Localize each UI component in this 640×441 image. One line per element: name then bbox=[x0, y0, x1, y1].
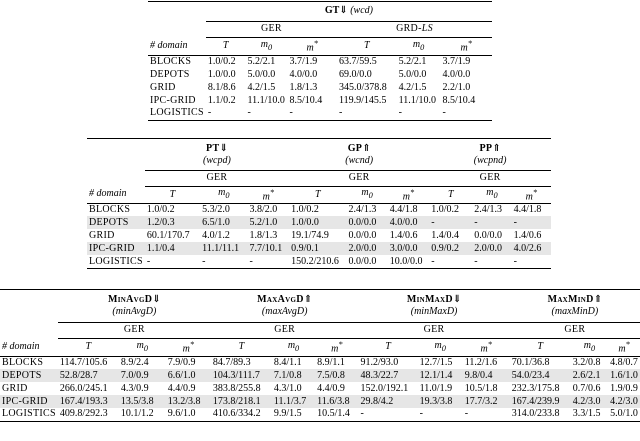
t2-value-cell: - bbox=[474, 255, 478, 267]
t3-value-cell: 11.2/1.6 bbox=[464, 356, 498, 368]
t2-title--wcpd-: PT⇓ (wcpd) bbox=[145, 140, 289, 170]
t1-value-cell: 119.9/145.5 bbox=[338, 94, 387, 106]
t3-value-cell: 13.5/3.8 bbox=[120, 395, 154, 407]
t1-value-cell: 5.2/2.1 bbox=[398, 55, 427, 67]
t3-value-cell: 232.3/175.8 bbox=[511, 382, 560, 394]
t2-row-logistics bbox=[87, 255, 551, 268]
t2-value-cell: 7.7/10.1 bbox=[249, 242, 283, 254]
t3-group-ger: GER bbox=[510, 322, 640, 338]
t3-domain-cell: BLOCKS bbox=[2, 356, 44, 368]
t1-value-cell: 5.2/2.1 bbox=[247, 55, 276, 67]
t3-value-cell: 5.0/1.0 bbox=[610, 408, 638, 420]
t3-value-cell: - bbox=[419, 408, 423, 420]
t2-value-cell: 0.0/0.0 bbox=[348, 229, 377, 241]
t3-col-t: T bbox=[385, 341, 391, 352]
t3-value-cell: 8.4/1.1 bbox=[273, 356, 302, 368]
t2-col-t: T bbox=[315, 188, 321, 200]
t2-row-ipc-grid bbox=[87, 242, 551, 255]
t3-value-cell: 167.4/193.3 bbox=[59, 395, 108, 407]
t3-value-cell: 1.6/1.0 bbox=[610, 369, 638, 381]
t2-value-cell: 4.4/1.8 bbox=[513, 204, 542, 216]
t3-group-ger: GER bbox=[211, 322, 359, 338]
t1-value-cell: 1.0/0.0 bbox=[207, 68, 236, 80]
t2-value-cell: 3.0/0.0 bbox=[389, 242, 418, 254]
t2-value-cell: 0.9/0.2 bbox=[431, 242, 460, 254]
t1-col-T2: T bbox=[364, 40, 370, 51]
t3-value-cell: 4.3/1.0 bbox=[273, 382, 302, 394]
t2-value-cell: 2.0/0.0 bbox=[474, 242, 503, 254]
t2-value-cell: - bbox=[202, 255, 206, 267]
t1-value-cell: 8.5/10.4 bbox=[442, 94, 476, 106]
t3-value-cell: 11.0/1.9 bbox=[419, 382, 453, 394]
t3-top-rule bbox=[0, 289, 640, 290]
t1-row-blocks bbox=[148, 55, 492, 68]
t1-value-cell: - bbox=[338, 107, 343, 119]
t1-value-cell: 1.1/0.2 bbox=[207, 94, 236, 106]
t3-domain-cell: GRID bbox=[2, 382, 28, 394]
t2-col-m0: $m_0$ bbox=[361, 187, 373, 201]
t2-value-cell: 0.0/0.0 bbox=[348, 216, 377, 228]
t3-row-ipc-grid bbox=[0, 395, 640, 408]
t3-value-cell: 383.8/255.8 bbox=[212, 382, 261, 394]
t1-domain-cell: BLOCKS bbox=[150, 55, 192, 67]
t3-row-grid bbox=[0, 382, 640, 395]
t2-value-cell: 5.2/1.0 bbox=[249, 216, 278, 228]
t3-row-blocks bbox=[0, 356, 640, 369]
t3-value-cell: 8.9/2.4 bbox=[120, 356, 149, 368]
t3-value-cell: 9.8/0.4 bbox=[464, 369, 493, 381]
t3-value-cell: 54.0/23.4 bbox=[511, 369, 550, 381]
t3-col-mstar: m* bbox=[618, 339, 630, 355]
t3-value-cell: 17.7/3.2 bbox=[464, 395, 498, 407]
t3-value-cell: 152.0/192.1 bbox=[360, 382, 409, 394]
t3-value-cell: 4.8/0.7 bbox=[610, 356, 638, 368]
t3-col-t: T bbox=[537, 341, 543, 352]
t2-value-cell: - bbox=[474, 216, 478, 228]
t3-value-cell: 114.7/105.6 bbox=[59, 356, 108, 368]
t2-col-m0: $m_0$ bbox=[218, 187, 230, 201]
t3-col-mstar: m* bbox=[331, 339, 343, 355]
t1-corner: # domain bbox=[150, 39, 188, 51]
t1-row-depots bbox=[148, 68, 492, 81]
t3-value-cell: 409.8/292.3 bbox=[59, 408, 108, 420]
t2-value-cell: 2.4/1.3 bbox=[474, 204, 503, 216]
t1-value-cell: 11.1/10.0 bbox=[247, 94, 285, 106]
table-avg-max-min bbox=[0, 291, 640, 422]
t3-value-cell: 91.2/93.0 bbox=[360, 356, 399, 368]
t1-group-grdls: GRD-LS bbox=[337, 21, 492, 37]
t2-value-cell: - bbox=[513, 216, 517, 228]
t1-value-cell: - bbox=[207, 107, 212, 119]
t1-value-cell: 3.7/1.9 bbox=[289, 55, 318, 67]
t3-value-cell: 410.6/334.2 bbox=[212, 408, 261, 420]
t3-value-cell: - bbox=[360, 408, 364, 420]
t2-value-cell: 6.5/1.0 bbox=[202, 216, 230, 228]
t1-value-cell: 1.8/1.3 bbox=[289, 81, 318, 93]
t2-value-cell: 0.9/0.1 bbox=[291, 242, 319, 254]
t1-value-cell: 4.2/1.5 bbox=[247, 81, 276, 93]
t2-value-cell: 1.0/0.0 bbox=[291, 216, 319, 228]
t3-value-cell: 48.3/22.7 bbox=[360, 369, 399, 381]
t2-row-depots bbox=[87, 216, 551, 229]
t2-col-mstar: m* bbox=[262, 187, 274, 202]
t3-value-cell: 84.7/89.3 bbox=[212, 356, 251, 368]
t2-value-cell: 1.8/1.3 bbox=[249, 229, 278, 241]
t1-title: GT⇓ (wcd) bbox=[206, 2, 492, 21]
t2-group-ger: GER bbox=[429, 170, 551, 186]
t2-col-t: T bbox=[169, 188, 176, 200]
t3-col-mstar: m* bbox=[182, 339, 195, 355]
t1-value-cell: 1.0/0.2 bbox=[207, 55, 236, 67]
t3-col-m0: $m_0$ bbox=[136, 339, 148, 353]
t2-domain-cell: BLOCKS bbox=[89, 204, 131, 216]
t3-row-depots bbox=[0, 369, 640, 382]
t1-value-cell: 5.0/0.0 bbox=[398, 68, 427, 80]
table-pt-gp-pp bbox=[87, 140, 551, 269]
t2-domain-cell: DEPOTS bbox=[89, 216, 129, 228]
t3-value-cell: 3.2/0.8 bbox=[572, 356, 601, 368]
t2-value-cell: 0.0/0.0 bbox=[474, 229, 503, 241]
t2-group-ger: GER bbox=[289, 170, 429, 186]
t1-col-mstar-2: m* bbox=[460, 38, 472, 54]
t1-group-ger: GER bbox=[206, 21, 337, 37]
t2-value-cell: 60.1/170.7 bbox=[146, 229, 190, 241]
t2-col-mstar: m* bbox=[525, 187, 537, 202]
t3-title--minavgd-: MinAvgD⇓ (minAvgD) bbox=[58, 291, 211, 322]
t3-col-t: T bbox=[85, 341, 92, 352]
t3-domain-cell: DEPOTS bbox=[2, 369, 42, 381]
t3-col-m0: $m_0$ bbox=[287, 339, 300, 353]
t2-domain-cell: LOGISTICS bbox=[89, 255, 143, 267]
t2-value-cell: 11.1/11.1 bbox=[202, 242, 240, 254]
t1-value-cell: - bbox=[289, 107, 293, 119]
t1-value-cell: - bbox=[247, 107, 251, 119]
t1-value-cell: 5.0/0.0 bbox=[247, 68, 276, 80]
t3-value-cell: 104.3/111.7 bbox=[212, 369, 260, 381]
t1-value-cell: 4.2/1.5 bbox=[398, 81, 427, 93]
t3-value-cell: 70.1/36.8 bbox=[511, 356, 550, 368]
t1-value-cell: 4.0/0.0 bbox=[289, 68, 318, 80]
t2-value-cell: 1.0/0.2 bbox=[291, 204, 319, 216]
t2-value-cell: 4.4/1.8 bbox=[389, 204, 418, 216]
t1-domain-cell: IPC-GRID bbox=[150, 94, 196, 106]
t2-title--wcpnd-: PP⇑ (wcpnd) bbox=[429, 140, 551, 170]
t1-value-cell: - bbox=[442, 107, 446, 119]
table-gt bbox=[148, 2, 492, 121]
t3-title--maxavgd-: MaxAvgD⇑ (maxAvgD) bbox=[211, 291, 359, 322]
t2-top-rule bbox=[87, 138, 551, 139]
t2-value-cell: 4.0/0.0 bbox=[389, 216, 418, 228]
t3-value-cell: 7.5/0.8 bbox=[317, 369, 345, 381]
t2-value-cell: - bbox=[513, 255, 517, 267]
t3-domain-cell: LOGISTICS bbox=[2, 408, 56, 420]
t2-value-cell: 0.0/0.0 bbox=[348, 255, 377, 267]
t3-value-cell: 6.6/1.0 bbox=[167, 369, 196, 381]
t3-value-cell: 12.1/1.4 bbox=[419, 369, 453, 381]
t3-col-mstar: m* bbox=[480, 339, 492, 355]
t2-value-cell: 5.3/2.0 bbox=[202, 204, 230, 216]
t1-value-cell: 4.0/0.0 bbox=[442, 68, 471, 80]
t3-value-cell: 9.9/1.5 bbox=[273, 408, 302, 420]
t2-value-cell: 1.0/0.2 bbox=[431, 204, 460, 216]
t3-corner: # domain bbox=[2, 340, 40, 352]
t3-value-cell: 12.7/1.5 bbox=[419, 356, 453, 368]
t3-row-logistics bbox=[0, 408, 640, 421]
t1-domain-cell: DEPOTS bbox=[150, 68, 190, 80]
t1-row-ipc-grid bbox=[148, 94, 492, 107]
t3-value-cell: 8.9/1.1 bbox=[317, 356, 345, 368]
t3-value-cell: 314.0/233.8 bbox=[511, 408, 560, 420]
t1-row-logistics bbox=[148, 107, 492, 120]
t2-value-cell: 19.1/74.9 bbox=[291, 229, 329, 241]
t2-value-cell: - bbox=[249, 255, 253, 267]
t3-value-cell: 7.1/0.8 bbox=[273, 369, 302, 381]
t3-value-cell: 173.8/218.1 bbox=[212, 395, 261, 407]
t2-value-cell: 4.0/2.6 bbox=[513, 242, 542, 254]
t2-value-cell: 2.0/0.0 bbox=[348, 242, 377, 254]
t2-col-mstar: m* bbox=[402, 187, 415, 202]
t2-value-cell: 10.0/0.0 bbox=[389, 255, 423, 267]
t3-value-cell: 4.4/0.9 bbox=[317, 382, 345, 394]
t3-value-cell: - bbox=[464, 408, 469, 420]
t3-value-cell: 2.6/2.1 bbox=[572, 369, 601, 381]
t3-value-cell: 7.0/0.9 bbox=[120, 369, 149, 381]
t1-value-cell: - bbox=[398, 107, 402, 119]
t2-domain-cell: IPC-GRID bbox=[89, 242, 135, 254]
t2-group-ger: GER bbox=[145, 170, 289, 186]
t3-value-cell: 29.8/4.2 bbox=[360, 395, 394, 407]
t3-value-cell: 10.1/1.2 bbox=[120, 408, 154, 420]
t3-value-cell: 4.3/0.9 bbox=[120, 382, 149, 394]
t2-value-cell: 1.4/0.6 bbox=[389, 229, 418, 241]
t3-title--minmaxd-: MinMaxD⇓ (minMaxD) bbox=[358, 291, 509, 322]
t3-value-cell: 266.0/245.1 bbox=[59, 382, 108, 394]
t2-value-cell: - bbox=[146, 255, 151, 267]
t3-col-t: T bbox=[238, 341, 245, 352]
t3-col-m0: $m_0$ bbox=[583, 339, 596, 353]
t3-value-cell: 11.1/3.7 bbox=[273, 395, 307, 407]
t3-value-cell: 0.7/0.6 bbox=[572, 382, 601, 394]
t3-value-cell: 167.4/239.9 bbox=[511, 395, 560, 407]
t3-value-cell: 19.3/3.8 bbox=[419, 395, 453, 407]
t2-col-m0: $m_0$ bbox=[486, 187, 498, 201]
t2-value-cell: 3.8/2.0 bbox=[249, 204, 278, 216]
t3-value-cell: 4.4/0.9 bbox=[167, 382, 196, 394]
t3-value-cell: 4.2/3.0 bbox=[610, 395, 638, 407]
t1-value-cell: 63.7/59.5 bbox=[338, 55, 377, 67]
t2-corner: # domain bbox=[89, 188, 127, 200]
t1-domain-cell: LOGISTICS bbox=[150, 107, 204, 119]
t2-value-cell: 1.1/0.4 bbox=[146, 242, 175, 254]
t2-row-grid bbox=[87, 229, 551, 242]
t1-domain-cell: GRID bbox=[150, 81, 176, 93]
t1-value-cell: 8.1/8.6 bbox=[207, 81, 236, 93]
t2-row-blocks bbox=[87, 203, 551, 216]
t3-value-cell: 9.6/1.0 bbox=[167, 408, 196, 420]
t1-value-cell: 69.0/0.0 bbox=[338, 68, 372, 80]
t3-value-cell: 3.3/1.5 bbox=[572, 408, 601, 420]
t2-value-cell: 1.0/0.2 bbox=[146, 204, 175, 216]
t3-group-ger: GER bbox=[58, 322, 211, 338]
t1-col-mstar: m* bbox=[306, 38, 318, 54]
t3-value-cell: 4.2/3.0 bbox=[572, 395, 601, 407]
t3-value-cell: 13.2/3.8 bbox=[167, 395, 201, 407]
t3-value-cell: 11.6/3.8 bbox=[317, 395, 350, 407]
t1-value-cell: 11.1/10.0 bbox=[398, 94, 437, 106]
t1-value-cell: 345.0/378.8 bbox=[338, 81, 387, 93]
t3-group-ger: GER bbox=[358, 322, 509, 338]
t3-domain-cell: IPC-GRID bbox=[2, 395, 48, 407]
t3-title--maxmind-: MaxMinD⇑ (maxMinD) bbox=[510, 291, 640, 322]
t2-value-cell: 4.0/1.2 bbox=[202, 229, 230, 241]
t2-value-cell: 1.4/0.6 bbox=[513, 229, 542, 241]
t2-value-cell: 1.4/0.4 bbox=[431, 229, 460, 241]
t1-value-cell: 8.5/10.4 bbox=[289, 94, 323, 106]
t2-value-cell: - bbox=[431, 255, 435, 267]
t2-domain-cell: GRID bbox=[89, 229, 115, 241]
t3-value-cell: 10.5/1.8 bbox=[464, 382, 498, 394]
t3-col-m0: $m_0$ bbox=[434, 339, 446, 353]
t2-value-cell: 150.2/210.6 bbox=[291, 255, 339, 267]
t3-value-cell: 10.5/1.4 bbox=[317, 408, 350, 420]
t1-value-cell: 3.7/1.9 bbox=[442, 55, 471, 67]
t3-value-cell: 7.9/0.9 bbox=[167, 356, 196, 368]
t1-col-T: T bbox=[222, 40, 229, 51]
t3-value-cell: 52.8/28.7 bbox=[59, 369, 98, 381]
t2-value-cell: 2.4/1.3 bbox=[348, 204, 377, 216]
t1-value-cell: 2.2/1.0 bbox=[442, 81, 471, 93]
t2-col-t: T bbox=[447, 188, 454, 200]
t1-row-grid bbox=[148, 81, 492, 94]
t2-value-cell: - bbox=[431, 216, 435, 228]
t2-value-cell: 1.2/0.3 bbox=[146, 216, 175, 228]
t1-col-m0: $m_0$ bbox=[260, 38, 273, 52]
t1-col-m0-2: $m_0$ bbox=[412, 38, 425, 52]
t3-value-cell: 1.9/0.9 bbox=[610, 382, 638, 394]
t2-title--wcnd-: GP⇑ (wcnd) bbox=[289, 140, 429, 170]
